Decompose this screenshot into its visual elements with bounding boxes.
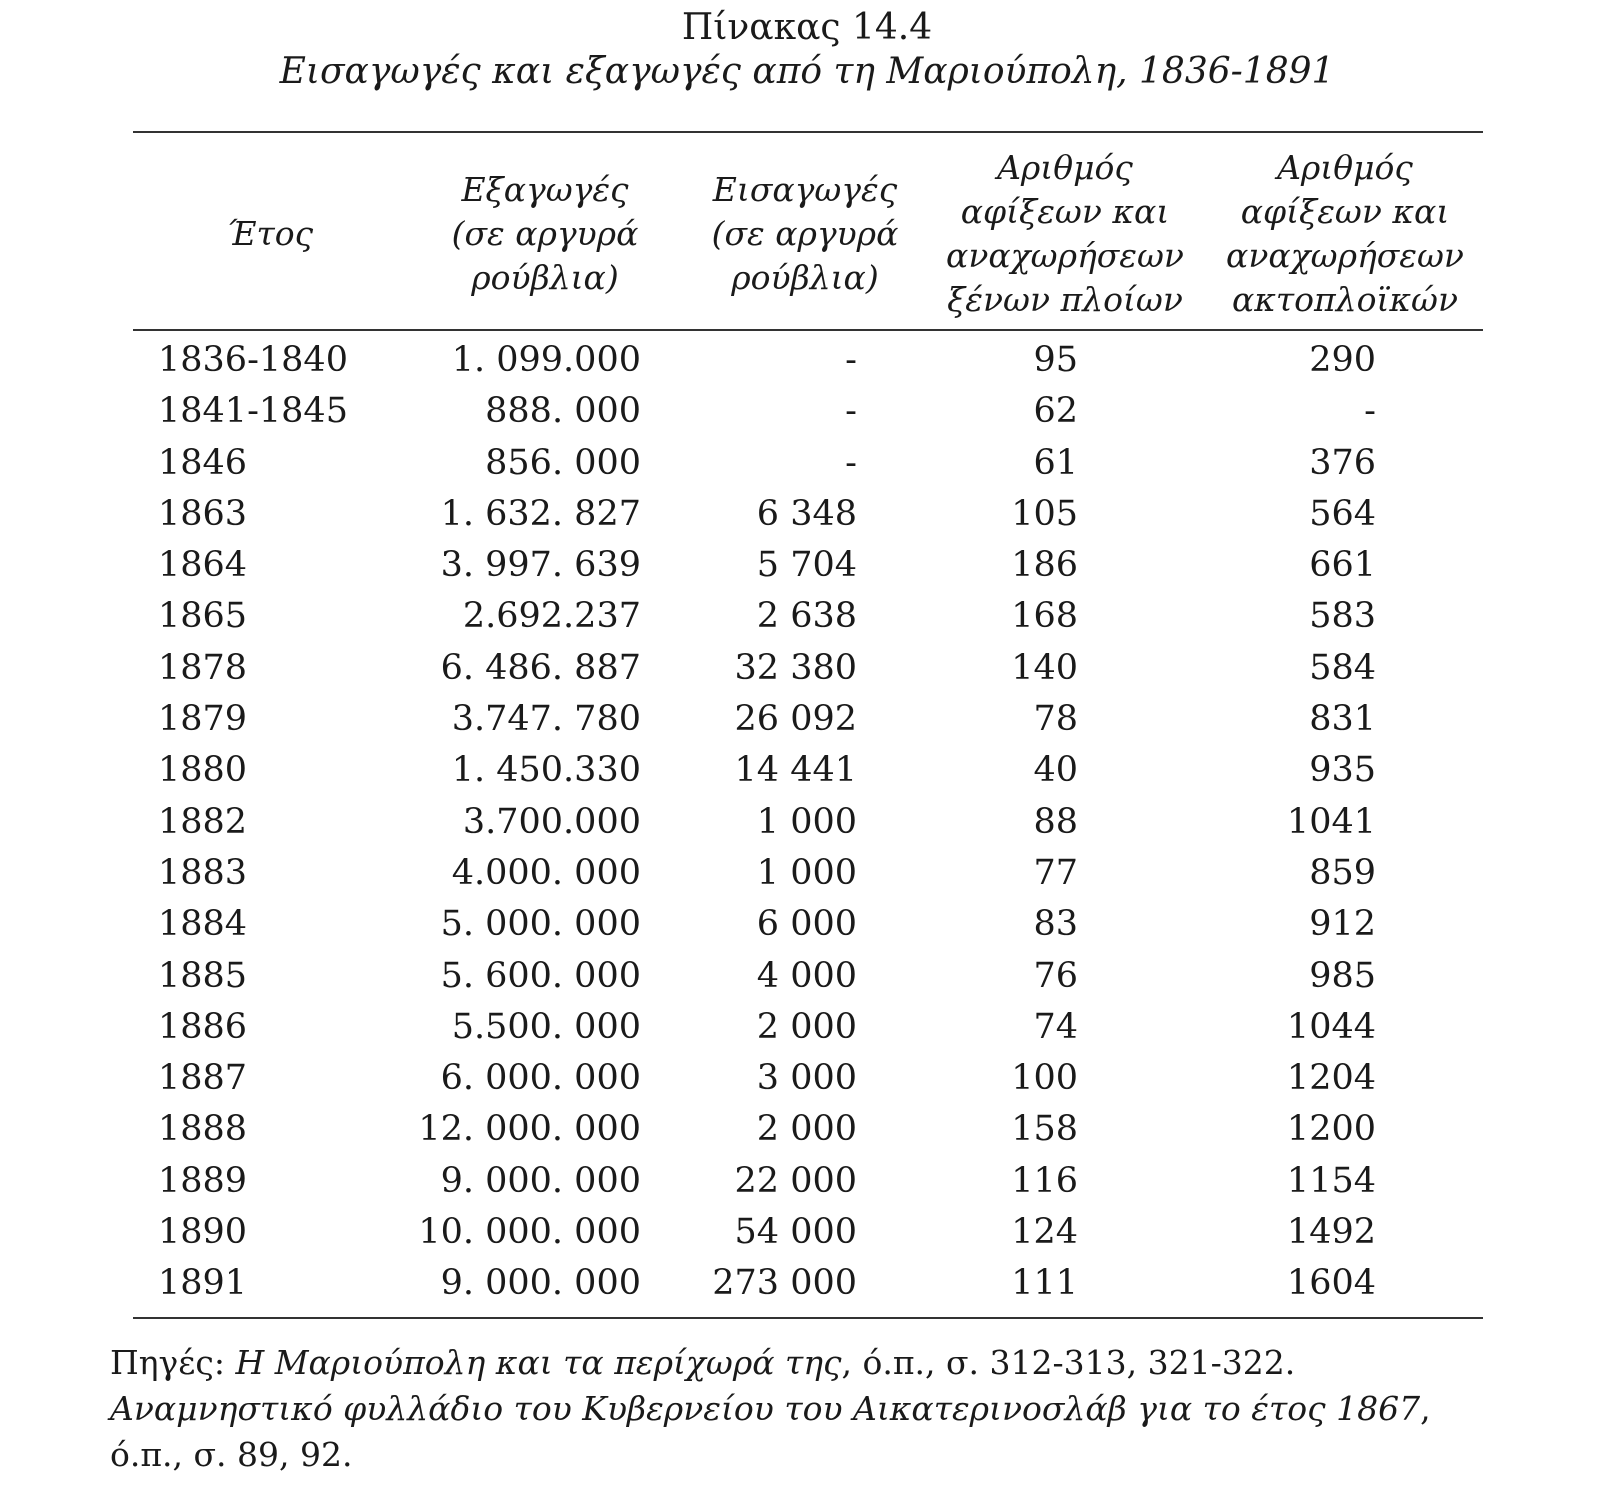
cell-coastal-ships: 564 bbox=[1309, 493, 1376, 534]
table-row bbox=[0, 745, 1614, 796]
table-row bbox=[0, 694, 1614, 745]
cell-year: 1884 bbox=[158, 904, 248, 945]
cell-exports: 5. 000. 000 bbox=[440, 904, 641, 945]
cell-imports: 26 092 bbox=[734, 699, 857, 740]
cell-imports: 2 000 bbox=[756, 1006, 857, 1047]
cell-year: 1886 bbox=[158, 1006, 248, 1047]
table-body bbox=[0, 335, 1614, 1310]
cell-coastal-ships: 1154 bbox=[1286, 1160, 1376, 1201]
table-row bbox=[0, 1258, 1614, 1309]
header-line: Αριθμός bbox=[997, 148, 1133, 187]
table-row bbox=[0, 489, 1614, 540]
cell-imports: 22 000 bbox=[734, 1160, 857, 1201]
table-row bbox=[0, 951, 1614, 1002]
cell-coastal-ships: - bbox=[1364, 391, 1376, 432]
source-work-1: Η Μαριούπολη και τα περίχωρά της bbox=[235, 1343, 842, 1382]
cell-foreign-ships: 124 bbox=[1011, 1212, 1078, 1253]
cell-year: 1841-1845 bbox=[158, 391, 348, 432]
source-ref-2: , ό.π., σ. 89, 92. bbox=[110, 1389, 1431, 1474]
cell-foreign-ships: 186 bbox=[1011, 545, 1078, 586]
table-row bbox=[0, 848, 1614, 899]
cell-coastal-ships: 1200 bbox=[1286, 1109, 1376, 1150]
cell-imports: 3 000 bbox=[756, 1058, 857, 1099]
cell-exports: 9. 000. 000 bbox=[440, 1263, 641, 1304]
cell-exports: 888. 000 bbox=[485, 391, 641, 432]
cell-coastal-ships: 1604 bbox=[1286, 1263, 1376, 1304]
header-line: ακτοπλοϊκών bbox=[1231, 280, 1459, 319]
cell-year: 1882 bbox=[158, 801, 248, 842]
cell-foreign-ships: 40 bbox=[1033, 750, 1078, 791]
cell-coastal-ships: 290 bbox=[1309, 340, 1376, 380]
cell-foreign-ships: 158 bbox=[1011, 1109, 1078, 1150]
header-imports bbox=[680, 140, 930, 328]
table-caption bbox=[0, 6, 1614, 94]
header-line: Αριθμός bbox=[1277, 148, 1413, 187]
cell-year: 1885 bbox=[158, 955, 248, 996]
cell-exports: 856. 000 bbox=[485, 442, 641, 483]
header-line: (σε αργυρά bbox=[711, 214, 899, 253]
header-line: αφίξεων και bbox=[960, 192, 1170, 231]
cell-year: 1880 bbox=[158, 750, 248, 791]
top-rule bbox=[133, 131, 1483, 133]
cell-year: 1878 bbox=[158, 647, 248, 688]
table-row bbox=[0, 438, 1614, 489]
cell-year: 1846 bbox=[158, 442, 248, 483]
cell-coastal-ships: 1204 bbox=[1286, 1058, 1376, 1099]
cell-coastal-ships: 583 bbox=[1309, 596, 1376, 637]
header-coastal-ships bbox=[1215, 140, 1475, 328]
cell-year: 1883 bbox=[158, 852, 248, 893]
header-line: Εισαγωγές bbox=[712, 170, 898, 209]
header-line: (σε αργυρά bbox=[451, 214, 639, 253]
table-row bbox=[0, 899, 1614, 950]
cell-foreign-ships: 74 bbox=[1033, 1006, 1078, 1047]
cell-year: 1891 bbox=[158, 1263, 248, 1304]
cell-foreign-ships: 77 bbox=[1033, 852, 1078, 893]
cell-exports: 10. 000. 000 bbox=[418, 1212, 641, 1253]
cell-exports: 3.700.000 bbox=[462, 801, 641, 842]
cell-year: 1836-1840 bbox=[158, 340, 348, 380]
cell-foreign-ships: 140 bbox=[1011, 647, 1078, 688]
cell-imports: - bbox=[845, 442, 857, 483]
source-ref-1: , ό.π., σ. 312-313, 321-322. bbox=[841, 1343, 1296, 1382]
cell-year: 1864 bbox=[158, 545, 248, 586]
header-line: Έτος bbox=[226, 214, 314, 253]
table-row bbox=[0, 540, 1614, 591]
cell-exports: 6. 486. 887 bbox=[440, 647, 641, 688]
cell-exports: 9. 000. 000 bbox=[440, 1160, 641, 1201]
cell-imports: 1 000 bbox=[756, 852, 857, 893]
cell-foreign-ships: 76 bbox=[1033, 955, 1078, 996]
cell-imports: 1 000 bbox=[756, 801, 857, 842]
cell-foreign-ships: 168 bbox=[1011, 596, 1078, 637]
cell-foreign-ships: 95 bbox=[1033, 340, 1078, 380]
cell-year: 1865 bbox=[158, 596, 248, 637]
cell-imports: 6 000 bbox=[756, 904, 857, 945]
header-line: ρούβλια) bbox=[731, 258, 879, 297]
cell-coastal-ships: 935 bbox=[1309, 750, 1376, 791]
header-line: ρούβλια) bbox=[471, 258, 619, 297]
header-rule bbox=[133, 329, 1483, 331]
table-row bbox=[0, 591, 1614, 642]
cell-imports: 6 348 bbox=[756, 493, 857, 534]
cell-exports: 1. 099.000 bbox=[451, 340, 641, 380]
cell-imports: 5 704 bbox=[756, 545, 857, 586]
cell-year: 1863 bbox=[158, 493, 248, 534]
cell-coastal-ships: 912 bbox=[1309, 904, 1376, 945]
cell-coastal-ships: 985 bbox=[1309, 955, 1376, 996]
cell-foreign-ships: 83 bbox=[1033, 904, 1078, 945]
table-row bbox=[0, 1156, 1614, 1207]
table-number: Πίνακας 14.4 bbox=[681, 7, 933, 48]
cell-exports: 2.692.237 bbox=[462, 596, 641, 637]
cell-foreign-ships: 61 bbox=[1033, 442, 1078, 483]
table-row bbox=[0, 797, 1614, 848]
table-row bbox=[0, 1207, 1614, 1258]
cell-exports: 1. 632. 827 bbox=[440, 493, 641, 534]
cell-exports: 1. 450.330 bbox=[451, 750, 641, 791]
table-row bbox=[0, 643, 1614, 694]
cell-year: 1890 bbox=[158, 1212, 248, 1253]
header-line: ξένων πλοίων bbox=[947, 280, 1183, 319]
cell-foreign-ships: 78 bbox=[1033, 699, 1078, 740]
cell-year: 1888 bbox=[158, 1109, 248, 1150]
table-row bbox=[0, 386, 1614, 437]
cell-imports: 273 000 bbox=[712, 1263, 857, 1304]
cell-imports: - bbox=[845, 340, 857, 380]
cell-coastal-ships: 376 bbox=[1309, 442, 1376, 483]
header-exports bbox=[420, 140, 670, 328]
cell-imports: 2 000 bbox=[756, 1109, 857, 1150]
source-work-2: Αναμνηστικό φυλλάδιο του Κυβερνείου του Αικατερινοσλάβ για το έτος 1867 bbox=[110, 1389, 1421, 1428]
cell-year: 1879 bbox=[158, 699, 248, 740]
cell-exports: 3.747. 780 bbox=[451, 699, 641, 740]
table-row bbox=[0, 1104, 1614, 1155]
table-row bbox=[0, 1053, 1614, 1104]
cell-year: 1887 bbox=[158, 1058, 248, 1099]
cell-imports: 4 000 bbox=[756, 955, 857, 996]
cell-coastal-ships: 1041 bbox=[1286, 801, 1376, 842]
cell-coastal-ships: 584 bbox=[1309, 647, 1376, 688]
cell-coastal-ships: 1044 bbox=[1286, 1006, 1376, 1047]
cell-coastal-ships: 661 bbox=[1309, 545, 1376, 586]
table-title: Εισαγωγές και εξαγωγές από τη Μαριούπολη, 1836-1891 bbox=[279, 51, 1335, 92]
cell-year: 1889 bbox=[158, 1160, 248, 1201]
cell-imports: 54 000 bbox=[734, 1212, 857, 1253]
header-line: αφίξεων και bbox=[1240, 192, 1450, 231]
cell-exports: 12. 000. 000 bbox=[418, 1109, 641, 1150]
source-note bbox=[110, 1340, 1510, 1478]
cell-imports: 2 638 bbox=[756, 596, 857, 637]
table-row bbox=[0, 335, 1614, 386]
header-year bbox=[180, 140, 360, 328]
cell-coastal-ships: 1492 bbox=[1286, 1212, 1376, 1253]
header-foreign-ships bbox=[935, 140, 1195, 328]
cell-coastal-ships: 831 bbox=[1309, 699, 1376, 740]
cell-foreign-ships: 105 bbox=[1011, 493, 1078, 534]
cell-foreign-ships: 88 bbox=[1033, 801, 1078, 842]
cell-exports: 6. 000. 000 bbox=[440, 1058, 641, 1099]
cell-imports: 32 380 bbox=[734, 647, 857, 688]
cell-imports: 14 441 bbox=[734, 750, 857, 791]
cell-exports: 5.500. 000 bbox=[451, 1006, 641, 1047]
header-line: αναχωρήσεων bbox=[946, 236, 1184, 275]
header-line: αναχωρήσεων bbox=[1226, 236, 1464, 275]
cell-exports: 5. 600. 000 bbox=[440, 955, 641, 996]
table-row bbox=[0, 1002, 1614, 1053]
bottom-rule bbox=[133, 1317, 1483, 1319]
cell-exports: 4.000. 000 bbox=[451, 852, 641, 893]
cell-foreign-ships: 111 bbox=[1011, 1263, 1078, 1304]
cell-imports: - bbox=[845, 391, 857, 432]
header-line: Εξαγωγές bbox=[461, 170, 629, 209]
cell-coastal-ships: 859 bbox=[1309, 852, 1376, 893]
cell-exports: 3. 997. 639 bbox=[440, 545, 641, 586]
cell-foreign-ships: 116 bbox=[1011, 1160, 1078, 1201]
cell-foreign-ships: 100 bbox=[1011, 1058, 1078, 1099]
cell-foreign-ships: 62 bbox=[1033, 391, 1078, 432]
source-prefix: Πηγές: bbox=[110, 1343, 236, 1382]
